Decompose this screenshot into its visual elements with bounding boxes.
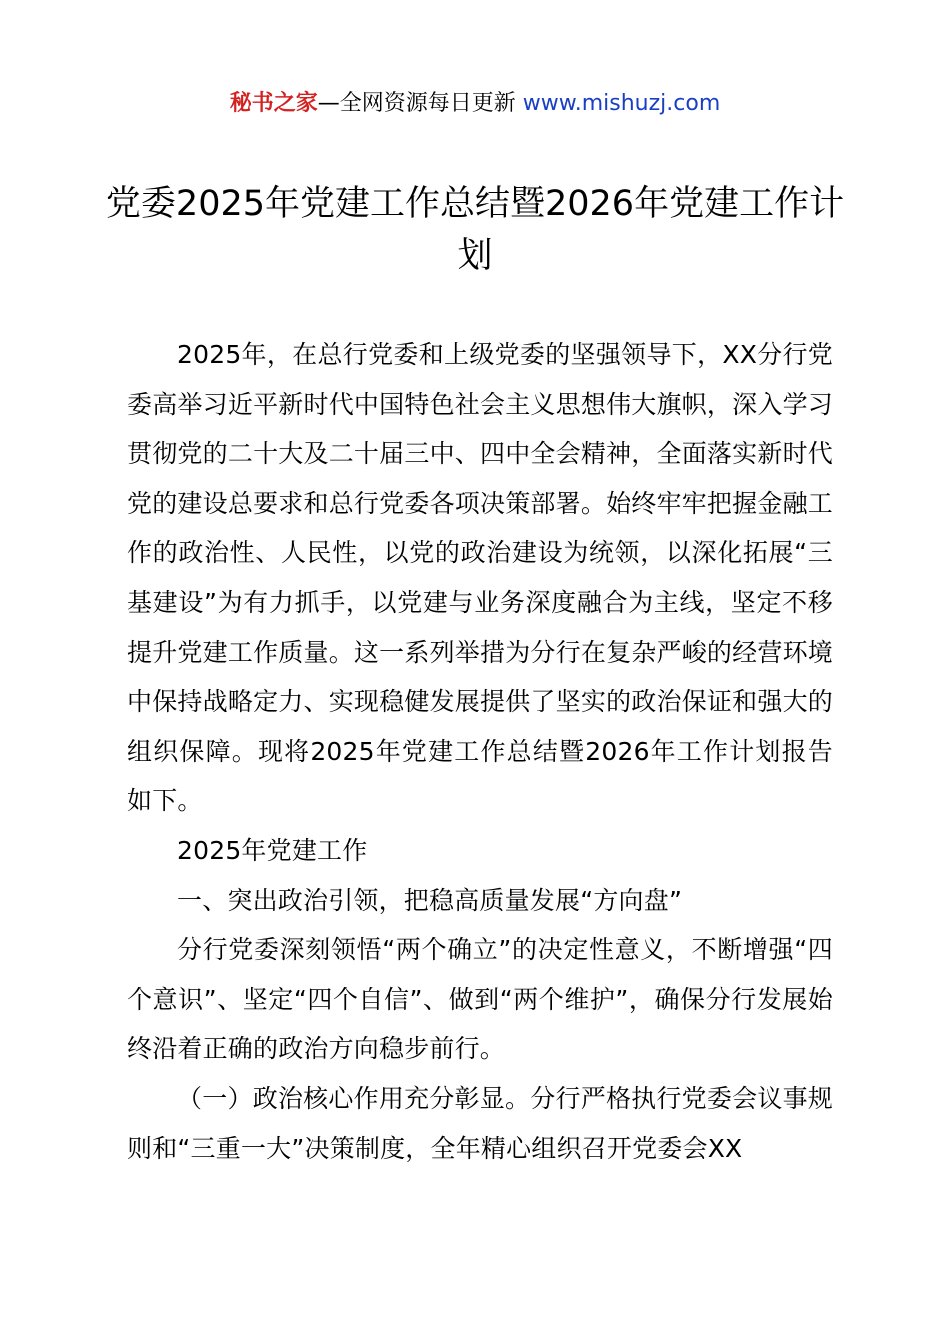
document-title: 党委2025年党建工作总结暨2026年党建工作计划 [105, 184, 845, 276]
section-1-paragraph: 分行党委深刻领悟“两个确立”的决定性意义，不断增强“四个意识”、坚定“四个自信”、做到“两个维护”，确保分行发展始终沿着正确的政治方向稳步前行。 [127, 935, 833, 1064]
site-url-link[interactable]: www.mishuzj.com [522, 91, 721, 116]
header-tagline: —全网资源每日更新 [317, 91, 523, 116]
section-heading-2025: 2025年党建工作 [177, 835, 368, 865]
brand-name: 秘书之家 [229, 91, 318, 116]
document-body [127, 330, 833, 1173]
section-heading-1: 一、突出政治引领，把稳高质量发展“方向盘” [177, 885, 683, 915]
intro-paragraph: 2025年，在总行党委和上级党委的坚强领导下，XX分行党委高举习近平新时代中国特色社会主义思想伟大旗帜，深入学习贯彻党的二十大及二十届三中、四中全会精神，全面落实新时代党的建设总要求和总行党委各项决策部署。始终牢牢把握金融工作的政治性、人民性，以党的政治建设为统领，以深化拓展“三基建设”为有力抓手，以党建与业务深度融合为主线，坚定不移提升党建工作质量。这一系列举措为分行在复杂严峻的经营环境中保持战略定力、实现稳健发展提供了坚实的政治保证和强大的组织保障。现将2025年党建工作总结暨2026年工作计划报告如下。 [127, 340, 833, 816]
site-header [0, 88, 950, 120]
subsection-1-paragraph: （一）政治核心作用充分彰显。分行严格执行党委会议事规则和“三重一大”决策制度，全年精心组织召开党委会XX [127, 1083, 833, 1163]
